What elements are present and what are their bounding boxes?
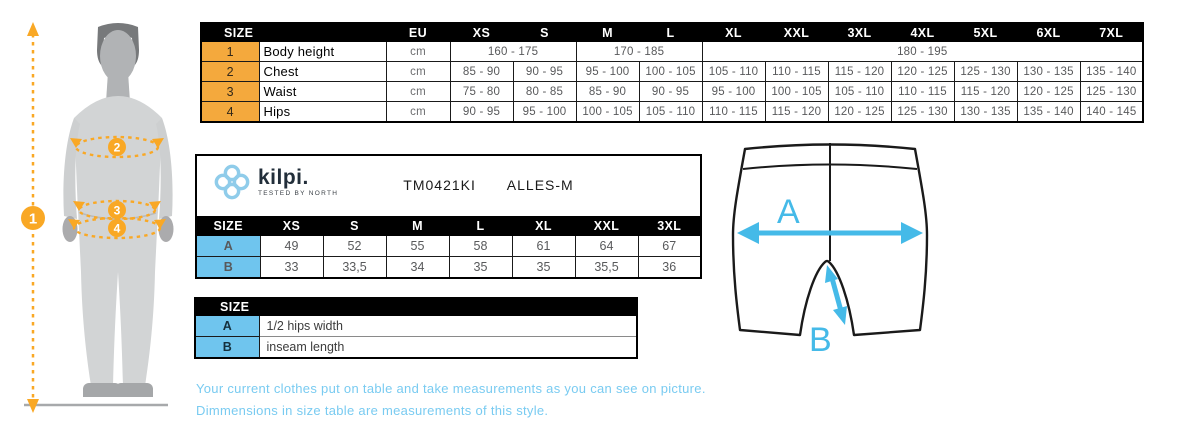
value-cell: 130 - 135 — [1017, 62, 1080, 82]
dimension-label: B — [196, 257, 260, 279]
value-cell: 115 - 120 — [954, 82, 1017, 102]
value-cell: 90 - 95 — [639, 82, 702, 102]
value-cell: 33,5 — [323, 257, 386, 279]
value-cell: 105 - 110 — [639, 102, 702, 123]
eu-header: EU — [386, 23, 450, 42]
value-cell: 110 - 115 — [702, 102, 765, 123]
size-col-header: 3XL — [638, 217, 701, 236]
dimension-description: 1/2 hips width — [259, 316, 637, 337]
body-measurement-figure — [10, 20, 190, 420]
unit-cell: cm — [386, 42, 450, 62]
value-cell: 95 - 100 — [702, 82, 765, 102]
brand-wordmark: kilpi. — [258, 166, 309, 189]
value-cell: 120 - 125 — [1017, 82, 1080, 102]
row-number: 3 — [201, 82, 259, 102]
row-number: 2 — [201, 62, 259, 82]
value-cell: 55 — [386, 236, 449, 257]
value-cell: 33 — [260, 257, 323, 279]
svg-text:3: 3 — [113, 203, 121, 218]
value-cell: 125 - 130 — [1080, 82, 1143, 102]
value-cell: 52 — [323, 236, 386, 257]
product-header-row — [196, 155, 701, 217]
product-size-header-row — [196, 217, 701, 236]
dimension-legend-table — [194, 297, 638, 359]
value-cell: 140 - 145 — [1080, 102, 1143, 123]
value-cell: 36 — [638, 257, 701, 279]
note-line-1: Your current clothes put on table and take measurements as you can see on picture. — [196, 381, 706, 396]
value-cell: 35,5 — [575, 257, 638, 279]
table-row-chest — [201, 62, 1143, 82]
dimension-label: B — [195, 337, 259, 359]
svg-text:2: 2 — [113, 140, 121, 155]
value-cell: 35 — [449, 257, 512, 279]
size-col-header: L — [449, 217, 512, 236]
table-row-waist — [201, 82, 1143, 102]
size-header: SIZE — [201, 23, 386, 42]
unit-cell: cm — [386, 102, 450, 123]
unit-cell: cm — [386, 62, 450, 82]
size-col-header: XXL — [765, 23, 828, 42]
table-row-body-height — [201, 42, 1143, 62]
size-col-header: 3XL — [828, 23, 891, 42]
product-row-B — [196, 257, 701, 279]
value-cell: 135 - 140 — [1080, 62, 1143, 82]
value-cell: 61 — [512, 236, 575, 257]
value-cell: 95 - 100 — [576, 62, 639, 82]
svg-text:4: 4 — [113, 221, 121, 236]
value-cell: 85 - 90 — [576, 82, 639, 102]
svg-text:1: 1 — [28, 210, 38, 228]
size-col-header: 5XL — [954, 23, 1017, 42]
size-table-header-row — [201, 23, 1143, 42]
value-cell: 90 - 95 — [450, 102, 513, 123]
value-cell: 80 - 85 — [513, 82, 576, 102]
size-col-header: 4XL — [891, 23, 954, 42]
size-col-header: M — [576, 23, 639, 42]
legend-row-B — [195, 337, 637, 359]
value-cell: 64 — [575, 236, 638, 257]
measurement-name: Waist — [259, 82, 386, 102]
product-row-A — [196, 236, 701, 257]
value-cell: 110 - 115 — [891, 82, 954, 102]
size-col-header: XS — [450, 23, 513, 42]
row-number: 1 — [201, 42, 259, 62]
marker-badge-3 — [108, 201, 126, 219]
dimension-label: A — [196, 236, 260, 257]
product-name: ALLES-M — [506, 177, 574, 193]
note-line-2: Dimmensions in size table are measurements of this style. — [196, 403, 549, 418]
row-number: 4 — [201, 102, 259, 123]
measurement-name: Hips — [259, 102, 386, 123]
value-cell: 100 - 105 — [765, 82, 828, 102]
value-cell: 34 — [386, 257, 449, 279]
label-A: A — [777, 193, 800, 231]
shorts-outline-illustration — [733, 143, 927, 335]
size-header: SIZE — [196, 217, 260, 236]
man-silhouette-illustration — [24, 23, 174, 405]
value-cell: 85 - 90 — [450, 62, 513, 82]
label-B: B — [809, 321, 832, 359]
value-cell: 49 — [260, 236, 323, 257]
value-cell: 90 - 95 — [513, 62, 576, 82]
body-size-table — [200, 22, 1144, 123]
marker-badge-4 — [108, 219, 126, 237]
size-col-header: S — [323, 217, 386, 236]
marker-badge-2 — [108, 138, 126, 156]
value-cell: 67 — [638, 236, 701, 257]
value-cell: 135 - 140 — [1017, 102, 1080, 123]
value-cell: 120 - 125 — [891, 62, 954, 82]
measurement-notes — [196, 378, 706, 422]
table-row-hips — [201, 102, 1143, 123]
dimension-label: A — [195, 316, 259, 337]
size-col-header: L — [639, 23, 702, 42]
product-size-table — [195, 154, 702, 279]
dimension-description: inseam length — [259, 337, 637, 359]
size-col-header: XXL — [575, 217, 638, 236]
kilpi-knot-icon — [213, 162, 251, 202]
size-col-header: 7XL — [1080, 23, 1143, 42]
marker-badge-1 — [21, 206, 45, 230]
size-col-header: 6XL — [1017, 23, 1080, 42]
value-cell: 100 - 105 — [639, 62, 702, 82]
measurement-name: Chest — [259, 62, 386, 82]
size-col-header: XL — [702, 23, 765, 42]
product-code-value: TM0421KI — [403, 177, 476, 193]
value-cell: 115 - 120 — [765, 102, 828, 123]
legend-header-row — [195, 298, 637, 316]
measurement-name: Body height — [259, 42, 386, 62]
size-col-header: M — [386, 217, 449, 236]
size-col-header: XL — [512, 217, 575, 236]
value-cell: 125 - 130 — [891, 102, 954, 123]
legend-row-A — [195, 316, 637, 337]
value-cell: 120 - 125 — [828, 102, 891, 123]
value-cell: 58 — [449, 236, 512, 257]
value-cell: 130 - 135 — [954, 102, 1017, 123]
value-cell: 115 - 120 — [828, 62, 891, 82]
value-cell: 125 - 130 — [954, 62, 1017, 82]
value-cell: 105 - 110 — [828, 82, 891, 102]
size-header: SIZE — [195, 298, 637, 316]
value-cell: 95 - 100 — [513, 102, 576, 123]
value-cell: 105 - 110 — [702, 62, 765, 82]
value-cell: 110 - 115 — [765, 62, 828, 82]
value-cell: 100 - 105 — [576, 102, 639, 123]
value-cell: 170 - 185 — [576, 42, 702, 62]
value-cell: 160 - 175 — [450, 42, 576, 62]
value-cell: 75 - 80 — [450, 82, 513, 102]
unit-cell: cm — [386, 82, 450, 102]
brand-tagline: TESTED BY NORTH — [258, 190, 339, 197]
size-col-header: S — [513, 23, 576, 42]
shorts-measurement-diagram — [715, 135, 945, 395]
size-col-header: XS — [260, 217, 323, 236]
product-code — [277, 177, 700, 193]
value-cell: 35 — [512, 257, 575, 279]
value-cell: 180 - 195 — [702, 42, 1143, 62]
